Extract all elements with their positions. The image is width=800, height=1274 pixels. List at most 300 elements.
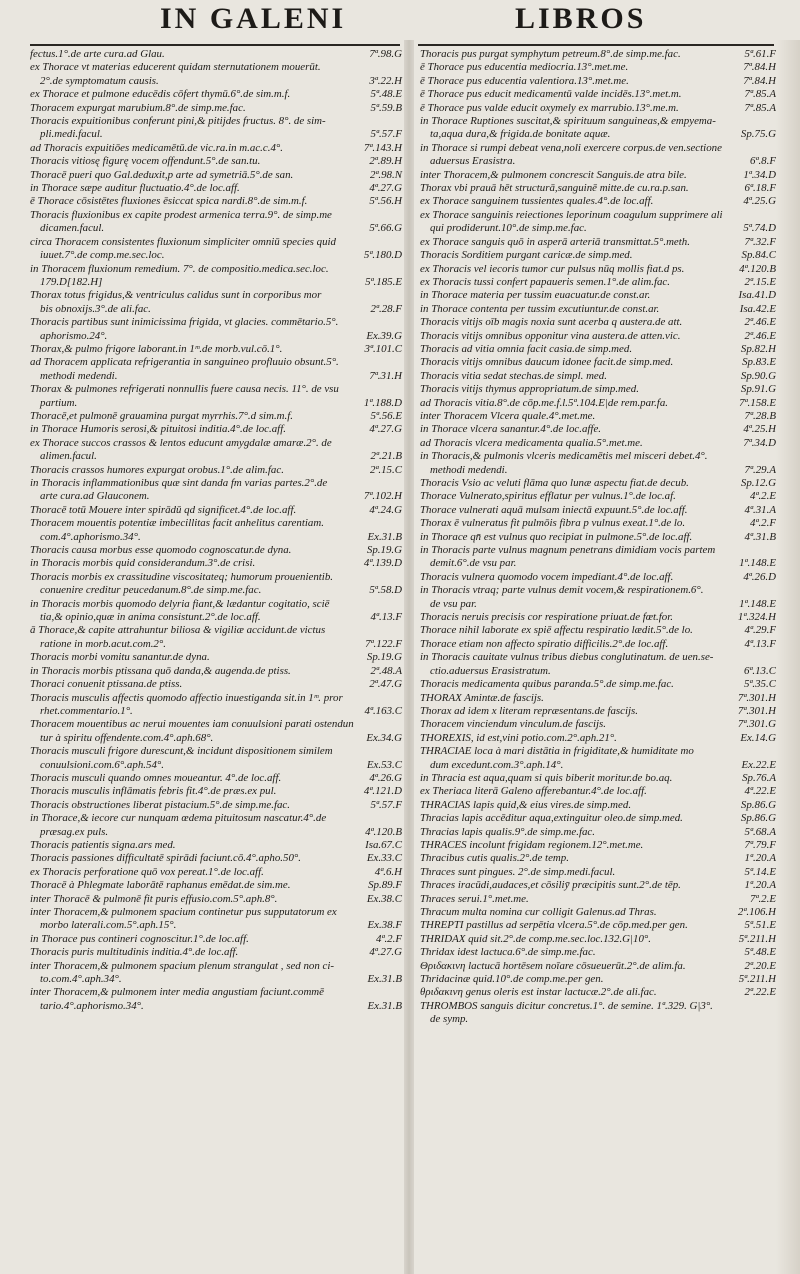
- entry-text: ā Thorace,& capite attrahuntur biliosa & vigiliæ accidunt.de victus: [30, 624, 326, 637]
- entry-reference: 4ª.25.G: [743, 195, 776, 208]
- entry-reference: 2ª.46.E: [744, 316, 776, 329]
- entry-text: Thoracis morbi vomitu sanantur.de dyna.: [30, 651, 210, 664]
- entry-reference: 4ª.13.F: [744, 637, 776, 650]
- entry-reference: 7ª.301.H: [737, 704, 776, 717]
- entry-continuation: dum excedunt.com.3°.aph.14°.: [430, 758, 564, 771]
- entry-text: Thoracis fluxionibus ex capite prodest armenica terra.9°. de simp.me: [30, 208, 332, 221]
- index-entry: [30, 236, 402, 263]
- entry-text: in Thorace contenta per tussim excutiuntur.de const.ar.: [420, 302, 660, 315]
- entry-reference: 2ª.15.E: [744, 275, 776, 288]
- entry-text: ex Thorace vt materias educerent quidam sternutationem mouerūt.: [30, 61, 321, 74]
- index-entry: [30, 61, 402, 88]
- entry-reference: 5ª.58.D: [369, 584, 402, 597]
- entry-text: ad Thoracis vlcera medicamenta qualia.5°.met.me.: [420, 436, 643, 449]
- index-entry: [420, 893, 776, 906]
- entry-text: in Thorace vlcera sanantur.4°.de loc.affe.: [420, 423, 601, 436]
- index-entry: [420, 531, 776, 544]
- entry-text: Thraces sunt pingues. 2°.de simp.medi.facul.: [420, 865, 616, 878]
- entry-text: Thoracis vitijs oīb magis noxia sunt acerba q austera.de att.: [420, 316, 683, 329]
- entry-text: Thoracis musculis inflāmatis febris fit.4°.de præs.ex pul.: [30, 785, 277, 798]
- entry-text: Thoracis passiones difficultatē spirādi faciunt.cō.4°.apho.50°.: [30, 852, 301, 865]
- index-entry: [420, 142, 776, 169]
- entry-reference: Ex.39.G: [366, 329, 402, 342]
- index-entry: [420, 88, 776, 101]
- entry-reference: 5ª.56.E: [370, 409, 402, 422]
- entry-text: Thoracis crassos humores expurgat orobus.1°.de alim.fac.: [30, 463, 284, 476]
- index-entry: [420, 343, 776, 356]
- index-entry: [30, 343, 402, 356]
- entry-text: ex Theriaca literā Galeno afferebantur.4°.de loc.aff.: [420, 785, 647, 798]
- entry-reference: 7ª.98.G: [369, 48, 402, 60]
- entry-continuation: demit.6°.de vsu par.: [430, 557, 517, 570]
- entry-text: in Thoracis,& pulmonis vlceris medicamētis mel misceri debet.4°.: [420, 450, 708, 463]
- index-entry: [420, 209, 776, 236]
- entry-text: Thoracis causa morbus esse quomodo cognoscatur.de dyna.: [30, 544, 292, 557]
- entry-text: ē Thorace pus educentia valentiora.13°.met.me.: [420, 74, 629, 87]
- entry-text: in Thoracis inflammationibus quæ sint danda fm varias partes.2°.de: [30, 477, 328, 489]
- entry-text: Thoracis vitiosę figurę vocem offendunt.5°.de san.tu.: [30, 155, 261, 168]
- entry-continuation: dicamen.facul.: [40, 222, 105, 235]
- entry-reference: Ex.31.B: [367, 530, 402, 543]
- entry-reference: 2ª.15.C: [369, 463, 402, 476]
- entry-reference: 6ª.18.F: [744, 182, 776, 195]
- index-entry: [30, 678, 402, 691]
- entry-text: in Thorace sæpe auditur fluctuatio.4°.de loc.aff.: [30, 182, 240, 195]
- entry-text: ex Thoracis tussi confert papaueris semen.1°.de alim.fac.: [420, 275, 670, 288]
- entry-reference: Sp.82.H: [740, 342, 776, 355]
- entry-reference: 7ª.301.H: [737, 691, 776, 704]
- index-entry: [420, 437, 776, 450]
- entry-reference: 4ª.2.E: [750, 490, 776, 503]
- entry-reference: 5ª.48.E: [744, 946, 776, 959]
- entry-text: Thorax,& pulmo frigore laborant.in 1ᵐ.de morb.vul.cō.1°.: [30, 342, 283, 355]
- entry-continuation: de vsu par.: [430, 597, 477, 610]
- index-entry: [30, 504, 402, 517]
- entry-text: Thracum multa nomina cur colligit Galenus.ad Thras.: [420, 906, 657, 918]
- index-entry: [30, 102, 402, 115]
- index-entry: [420, 919, 776, 932]
- entry-reference: Sp.75.G: [740, 128, 776, 141]
- entry-text: Thoracē à Phlegmate laborātē raphanus emēdat.de sim.me.: [30, 879, 291, 892]
- entry-text: in Thoracis vtraq; parte vulnus demit vocem,& respirationem.6°.: [420, 584, 704, 597]
- entry-reference: 5ª.35.C: [743, 678, 776, 691]
- index-entry: [30, 557, 402, 570]
- index-entry: [30, 115, 402, 142]
- entry-reference: 4ª.6.H: [374, 865, 402, 878]
- entry-reference: 4ª.163.C: [364, 704, 402, 717]
- entry-reference: 4ª.13.F: [370, 611, 402, 624]
- index-entry: [30, 651, 402, 664]
- index-entry: [420, 410, 776, 423]
- entry-reference: 1ª.148.E: [739, 557, 776, 570]
- entry-text: Thracias lapis accēditur aqua,extinguitur oleo.de simp.med.: [420, 812, 683, 825]
- index-entry: [420, 490, 776, 503]
- index-column-left: [30, 48, 402, 1013]
- entry-reference: 7ª.122.F: [365, 637, 402, 650]
- index-entry: [30, 477, 402, 504]
- entry-text: ex Thoracis vel iecoris tumor cur pulsus nūq mollis fiat.d ps.: [420, 262, 685, 275]
- index-entry: [420, 370, 776, 383]
- entry-reference: Ex.53.C: [366, 758, 402, 771]
- entry-text: Thoracis pus purgat symphytum petreum.8°.de simp.me.fac.: [420, 48, 681, 60]
- entry-reference: 1ª.188.D: [363, 396, 402, 409]
- entry-text: ē Thorace pus valde educit oxymely ex marrubio.13°.me.m.: [420, 101, 679, 114]
- entry-reference: Sp.84.C: [741, 249, 776, 262]
- index-entry: [420, 303, 776, 316]
- index-entry: [420, 571, 776, 584]
- index-entry: [420, 651, 776, 678]
- entry-continuation: aphorismo.24°.: [40, 329, 108, 342]
- entry-reference: 4ª.31.A: [744, 503, 776, 516]
- running-header: [0, 0, 800, 40]
- index-entry: [30, 692, 402, 719]
- entry-reference: Sp.91.G: [740, 383, 776, 396]
- entry-reference: 3ª.22.H: [369, 74, 402, 87]
- entry-reference: Sp.86.G: [740, 812, 776, 825]
- index-entry: [30, 785, 402, 798]
- entry-reference: Ex.14.G: [740, 731, 776, 744]
- entry-text: θριδακινη genus oleris est instar lactucæ.2°.de ali.fac.: [420, 986, 657, 999]
- entry-reference: 2ª.89.H: [369, 155, 402, 168]
- entry-reference: Isa.67.C: [365, 838, 402, 851]
- entry-reference: 7ª.102.H: [363, 490, 402, 503]
- entry-text: ex Thorace et pulmone educēdis cōfert thymū.6°.de sim.m.f.: [30, 88, 291, 101]
- entry-reference: Sp.89.F: [368, 879, 402, 892]
- index-column-right: [420, 48, 776, 1027]
- entry-text: THRIDAX quid sit.2°.de comp.me.sec.loc.132.G|10°.: [420, 932, 651, 945]
- entry-text: in Thorace,& iecore cur nunquam œdema pituitosum nascatur.4°.de: [30, 812, 327, 825]
- index-entry: [30, 142, 402, 155]
- index-entry: [30, 88, 402, 101]
- index-entry: [420, 330, 776, 343]
- index-entry: [420, 879, 776, 892]
- entry-reference: 7ª.2.E: [750, 892, 776, 905]
- entry-continuation: ratione in morb.acut.com.2°.: [40, 637, 166, 650]
- entry-reference: 4ª.120.B: [365, 825, 402, 838]
- entry-reference: 5ª.51.E: [744, 919, 776, 932]
- entry-reference: 5ª.48.E: [370, 88, 402, 101]
- index-entry: [30, 544, 402, 557]
- entry-continuation: tur à spiritu offendente.com.4°.aph.68°.: [40, 731, 214, 744]
- entry-text: ad Thoracis vitia.8°.de cōp.me.f.l.5ª.104.E|de rem.par.fa.: [420, 396, 669, 409]
- entry-reference: 4ª.22.E: [744, 785, 776, 798]
- entry-reference: 4ª.31.B: [744, 530, 776, 543]
- index-entry: [30, 718, 402, 745]
- header-rule-left: [30, 44, 400, 46]
- index-entry: [30, 571, 402, 598]
- index-entry: [30, 866, 402, 879]
- entry-reference: 4ª.24.G: [369, 503, 402, 516]
- entry-text: Thorace etiam non affecto spiratio difficilis.2°.de loc.aff.: [420, 637, 669, 650]
- entry-text: Thoracem vinciendum vinculum.de fascijs.: [420, 718, 607, 731]
- entry-continuation: tario.4°.aphorismo.34°.: [40, 999, 144, 1012]
- entry-reference: 4ª.121.D: [363, 785, 402, 798]
- entry-reference: Sp.90.G: [740, 369, 776, 382]
- entry-continuation: qui prodiderunt.10°.de simp.me.fac.: [430, 222, 587, 235]
- entry-reference: 4ª.25.H: [743, 423, 776, 436]
- index-entry: [30, 665, 402, 678]
- entry-continuation: iuuet.7°.de comp.me.sec.loc.: [40, 249, 165, 262]
- entry-text: Thraces iracūdi,audaces,et cōsiliȳ præcipitis sunt.2°.de tēp.: [420, 879, 681, 892]
- index-entry: [420, 933, 776, 946]
- entry-reference: 5ª.185.E: [365, 275, 402, 288]
- entry-reference: 5ª.61.F: [744, 48, 776, 60]
- entry-continuation: conuulsioni.com.6°.aph.54°.: [40, 758, 164, 771]
- entry-text: Thracibus cutis qualis.2°.de temp.: [420, 852, 569, 865]
- entry-reference: 5ª.59.B: [370, 101, 402, 114]
- index-entry: [30, 893, 402, 906]
- entry-text: Thoracis patientis signa.ars med.: [30, 838, 176, 851]
- index-entry: [420, 423, 776, 436]
- index-entry: [420, 289, 776, 302]
- index-entry: [420, 169, 776, 182]
- index-entry: [420, 960, 776, 973]
- index-entry: [420, 48, 776, 61]
- index-entry: [420, 946, 776, 959]
- entry-reference: 7ª.84.H: [743, 74, 776, 87]
- index-entry: [30, 410, 402, 423]
- index-entry: [420, 397, 776, 410]
- entry-text: inter Thoracem Vlcera quale.4°.met.me.: [420, 409, 596, 422]
- index-entry: [420, 544, 776, 571]
- entry-text: inter Thoracem,& pulmonem spacium continetur pus supputatorum ex: [30, 906, 337, 918]
- entry-text: in Thoracis morbis quid considerandum.3°.de crisi.: [30, 557, 256, 570]
- entry-text: Thoracis vitia sedat stechas.de simpl. med.: [420, 369, 607, 382]
- entry-continuation: rhet.commentario.1°.: [40, 704, 133, 717]
- entry-text: Thoracis vitijs omnibus daucum idonee facit.de simp.med.: [420, 356, 674, 369]
- index-entry: [420, 115, 776, 142]
- index-entry: [420, 745, 776, 772]
- index-entry: [420, 263, 776, 276]
- entry-text: Thoracem expurgat marubium.8°.de simp.me.fac.: [30, 101, 246, 114]
- index-entry: [30, 182, 402, 195]
- entry-reference: 5ª.211.H: [738, 973, 776, 986]
- entry-reference: 7ª.85.A: [744, 101, 776, 114]
- entry-text: inter Thoracem,& pulmonem spacium plenum strangulat , sed non ci-: [30, 959, 335, 972]
- entry-reference: Ex.22.E: [741, 758, 776, 771]
- index-entry: [420, 906, 776, 919]
- entry-continuation: methodi medendi.: [40, 369, 118, 382]
- entry-text: ē Thorace cōsistētes fluxiones ēsiccat spica nardi.8°.de sim.m.f.: [30, 195, 308, 208]
- page-edge-shadow: [776, 40, 800, 1274]
- entry-continuation: morbo laterali.com.5°.aph.15°.: [40, 919, 177, 932]
- index-entry: [420, 356, 776, 369]
- index-entry: [420, 785, 776, 798]
- entry-reference: 4ª.29.F: [744, 624, 776, 637]
- index-entry: [420, 504, 776, 517]
- entry-reference: 4ª.27.G: [369, 423, 402, 436]
- entry-text: Thoracis Vsio ac veluti flāma quo lunæ aspectu fiat.de decub.: [420, 477, 689, 489]
- entry-text: Thoracis Sorditiem purgant caricæ.de simp.med.: [420, 249, 633, 262]
- entry-reference: Sp.19.G: [366, 544, 402, 557]
- entry-reference: Ex.33.C: [366, 852, 402, 865]
- index-entry: [30, 437, 402, 464]
- header-right-title: LIBROS: [515, 2, 647, 35]
- index-entry: [30, 517, 402, 544]
- entry-reference: 4ª.26.D: [743, 570, 776, 583]
- entry-text: ex Thorace sanguinem tussientes quales.4°.de loc.aff.: [420, 195, 654, 208]
- index-entry: [420, 517, 776, 530]
- entry-text: in Thracia est aqua,quam si quis biberit moritur.de bo.aq.: [420, 771, 673, 784]
- index-entry: [420, 249, 776, 262]
- entry-reference: Ex.31.B: [367, 973, 402, 986]
- entry-reference: 5ª.57.F: [370, 798, 402, 811]
- entry-reference: Ex.38.C: [366, 892, 402, 905]
- entry-text: Thracias lapis qualis.9°.de simp.me.fac.: [420, 825, 595, 838]
- entry-reference: 6ª.8.F: [750, 155, 776, 168]
- entry-reference: 4ª.2.F: [376, 932, 402, 945]
- index-entry: [420, 61, 776, 74]
- entry-text: Thoracis morbis ex crassitudine viscositateq; humorum prouenientib.: [30, 570, 333, 583]
- entry-reference: 4ª.27.G: [369, 182, 402, 195]
- entry-text: Thorace nihil laborate ex spiē affectu respiratio lædit.5°.de lo.: [420, 624, 693, 637]
- entry-text: inter Thoracē & pulmonē fit puris effusio.com.5°.aph.8°.: [30, 892, 278, 905]
- entry-reference: Sp.76.A: [742, 771, 776, 784]
- index-entry: [420, 718, 776, 731]
- entry-text: fectus.1°.de arte cura.ad Glau.: [30, 48, 165, 60]
- entry-text: ē Thorace pus educentia mediocria.13°.met.me.: [420, 61, 629, 74]
- entry-text: Thoracis obstructiones liberat pistacium.5°.de simp.me.fac.: [30, 798, 290, 811]
- entry-text: Thorax vbi prauā hēt structurā,sanguinē mitte.de cu.ra.p.san.: [420, 182, 689, 195]
- entry-text: in Thoracis cauitate vulnus tribus diebus conglutinatum. de uen.se-: [420, 651, 714, 664]
- entry-text: ex Thorace sanguinis reiectiones leporinum coagulum supprimere ali: [420, 208, 723, 221]
- entry-text: in Thorace materia per tussim euacuatur.de const.ar.: [420, 289, 651, 302]
- entry-text: in Thoracem fluxionum remedium. 7°. de compositio.medica.sec.loc.: [30, 262, 329, 275]
- entry-reference: 5ª.74.D: [743, 222, 776, 235]
- entry-continuation: alimen.facul.: [40, 450, 97, 463]
- entry-reference: 1ª.20.A: [744, 879, 776, 892]
- entry-reference: 2ª.106.H: [737, 906, 776, 918]
- entry-text: Thoracis vulnera quomodo vocem impediant.4°.de loc.aff.: [420, 570, 674, 583]
- index-entry: [420, 852, 776, 865]
- entry-reference: 4ª.27.G: [369, 946, 402, 959]
- entry-text: Θριδακινη lactucā hortēsem noīare cōsueuerūt.2°.de alim.fa.: [420, 959, 686, 972]
- index-entry: [420, 678, 776, 691]
- entry-reference: 7ª.84.H: [743, 61, 776, 74]
- index-entry: [30, 960, 402, 987]
- entry-reference: 5ª.68.A: [744, 825, 776, 838]
- entry-text: Thoracem mouentibus ac nerui mouentes iam conuulsioni parati ostendun: [30, 718, 354, 731]
- entry-text: Thorace vulnerati aquā mulsam iniectā expuunt.5°.de loc.aff.: [420, 503, 688, 516]
- index-entry: [420, 236, 776, 249]
- entry-reference: Sp.83.E: [742, 356, 776, 369]
- entry-reference: 2ª.28.F: [370, 302, 402, 315]
- entry-reference: Sp.86.G: [740, 798, 776, 811]
- entry-text: Thorace Vulnerato,spiritus efflatur per vulnus.1°.de loc.af.: [420, 490, 676, 503]
- entry-reference: 2ª.98.N: [369, 168, 402, 181]
- entry-continuation: præsag.ex puls.: [40, 825, 109, 838]
- index-entry: [30, 316, 402, 343]
- entry-text: Thorax totus frigidus,& ventriculus calidus sunt in corporibus mor: [30, 289, 322, 302]
- entry-text: Thoraci conuenit ptissana.de ptiss.: [30, 678, 183, 691]
- entry-continuation: methodi medendi.: [430, 463, 508, 476]
- entry-text: THRACES incolunt frigidam regionem.12°.met.me.: [420, 838, 644, 851]
- entry-reference: 5ª.66.G: [369, 222, 402, 235]
- entry-text: in Thoracis morbis ptissana quō danda,& augenda.de ptiss.: [30, 664, 291, 677]
- entry-text: Thoracis musculi frigore durescunt,& incidunt dispositionem similem: [30, 745, 333, 758]
- entry-reference: 7ª.158.E: [739, 396, 776, 409]
- entry-reference: 3ª.101.C: [364, 342, 402, 355]
- index-entry: [30, 155, 402, 168]
- entry-reference: 1ª.20.A: [744, 852, 776, 865]
- entry-text: inter Thoracem,& pulmonem inter media angustiam faciunt.commē: [30, 986, 325, 999]
- entry-text: Thoracis vitijs omnibus opponitur vina austera.de atten.vic.: [420, 329, 681, 342]
- entry-text: THRACIAS lapis quid,& eius vires.de simp.med.: [420, 798, 632, 811]
- entry-reference: 7ª.34.D: [743, 436, 776, 449]
- index-entry: [420, 624, 776, 637]
- entry-reference: 5ª.14.E: [744, 865, 776, 878]
- index-entry: [30, 195, 402, 208]
- entry-continuation: conuenire creditur peucedanum.8°.de simp.me.fac.: [40, 584, 262, 597]
- index-entry: [420, 705, 776, 718]
- entry-reference: Isa.41.D: [738, 289, 776, 302]
- index-entry: [30, 852, 402, 865]
- entry-reference: 1ª.148.E: [739, 597, 776, 610]
- entry-text: in Thorace si rumpi debeat vena,noli exercere corpus.de ven.sectione: [420, 141, 722, 154]
- entry-text: Thoracis puris multitudinis inditia.4°.de loc.aff.: [30, 946, 239, 959]
- entry-text: ex Thorace sanguis quō in asperā arteriā transmittat.5°.meth.: [420, 235, 690, 248]
- index-entry: [30, 598, 402, 625]
- entry-continuation: ta,aqua dura,& frigida.de bonitate aquæ.: [430, 128, 611, 141]
- entry-reference: 7ª.143.H: [363, 141, 402, 154]
- entry-reference: 7ª.79.F: [744, 838, 776, 851]
- index-entry: [420, 1000, 776, 1027]
- index-entry: [30, 879, 402, 892]
- entry-continuation: com.4°.aphorismo.34°.: [40, 530, 141, 543]
- entry-reference: Sp.12.G: [740, 477, 776, 489]
- entry-reference: 4ª.2.F: [750, 517, 776, 530]
- entry-text: Thridacinæ quid.10°.de comp.me.per gen.: [420, 973, 604, 986]
- entry-text: ad Thoracis expuitiōes medicamētū.de vic.ra.in m.ac.c.4°.: [30, 141, 283, 154]
- entry-text: in Thoracis morbis quomodo delyria fiant,& lædantur cogitatio, sciē: [30, 597, 330, 610]
- index-entry: [30, 812, 402, 839]
- entry-text: in Thoracis parte vulnus magnum penetrans dimidiam vocis partem: [420, 544, 716, 557]
- entry-reference: 2ª.46.E: [744, 329, 776, 342]
- entry-reference: 4ª.139.D: [363, 557, 402, 570]
- entry-reference: 4ª.120.B: [739, 262, 776, 275]
- entry-text: ex Thorace succos crassos & lentos educunt amygdalæ amaræ.2°. de: [30, 436, 332, 449]
- index-entry: [30, 624, 402, 651]
- entry-text: inter Thoracem,& pulmonem concrescit Sanguis.de atra bile.: [420, 168, 687, 181]
- index-entry: [30, 423, 402, 436]
- index-entry: [30, 48, 402, 61]
- index-entry: [420, 182, 776, 195]
- entry-reference: 2ª.48.A: [370, 664, 402, 677]
- entry-reference: 2ª.20.E: [744, 959, 776, 972]
- index-entry: [420, 772, 776, 785]
- entry-reference: Ex.34.G: [366, 731, 402, 744]
- index-entry: [420, 102, 776, 115]
- index-entry: [30, 383, 402, 410]
- entry-reference: 1ª.324.H: [737, 611, 776, 624]
- entry-text: Thoracē pueri quo Gal.deduxit,p arte ad symetriā.5°.de san.: [30, 168, 294, 181]
- entry-text: THROMBOS sanguis dicitur concretus.1°. de semine. 1ª.329. G|3°.: [420, 999, 713, 1012]
- index-entry: [420, 450, 776, 477]
- entry-continuation: pli.medi.facul.: [40, 128, 103, 141]
- entry-text: in Thorace Humoris serosi,& pituitosi inditia.4°.de loc.aff.: [30, 423, 286, 436]
- entry-text: ē Thorace pus educit medicamentū valde incidēs.13°.met.m.: [420, 88, 682, 101]
- entry-text: Thoracis vitijs thymus appropriatum.de simp.med.: [420, 383, 639, 396]
- index-entry: [420, 75, 776, 88]
- entry-text: Thoracē totū Mouere inter spirādū qd significet.4°.de loc.aff.: [30, 503, 297, 516]
- entry-reference: 7ª.28.B: [744, 409, 776, 422]
- entry-reference: Ex.38.F: [367, 919, 402, 932]
- entry-continuation: bis obnoxijs.3°.de ali.fac.: [40, 302, 151, 315]
- entry-text: Thoracis neruis precisis cor respiratione priuat.de fœt.for.: [420, 611, 674, 624]
- entry-reference: 7ª.29.A: [744, 463, 776, 476]
- entry-reference: Isa.42.E: [739, 302, 776, 315]
- entry-text: Thridax idest lactuca.6°.de simp.me.fac.: [420, 946, 596, 959]
